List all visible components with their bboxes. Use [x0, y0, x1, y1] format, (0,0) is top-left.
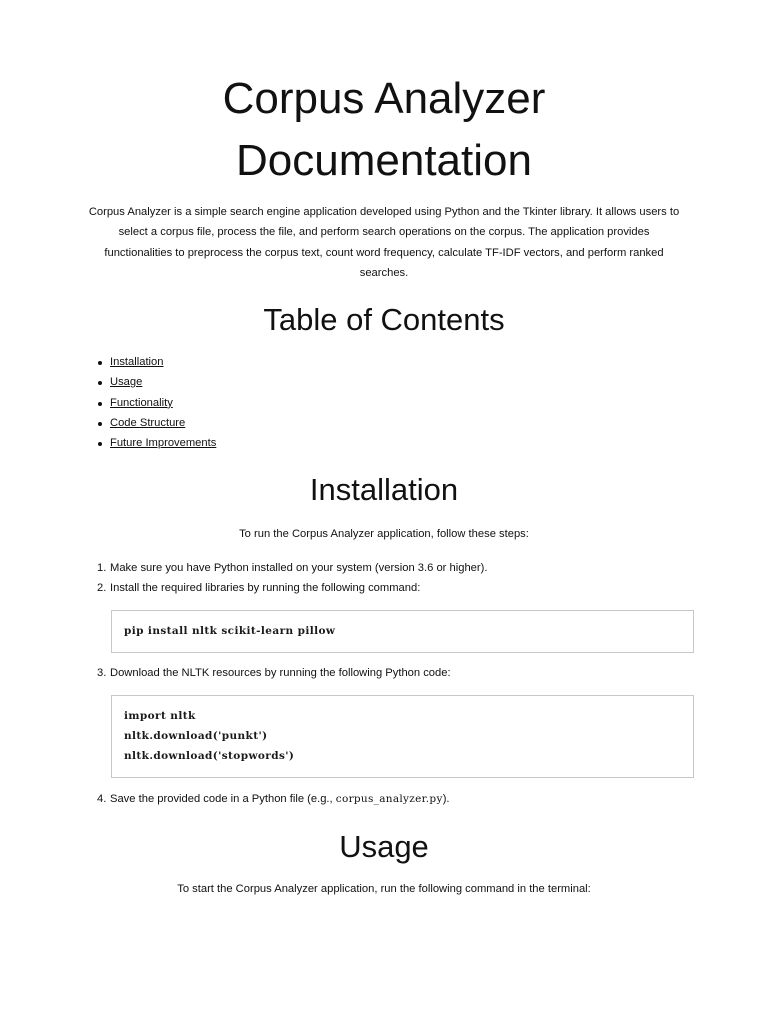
usage-heading: Usage	[339, 829, 429, 864]
toc-link-future-improvements[interactable]: Future Improvements	[110, 437, 217, 450]
step-text: ).	[442, 793, 450, 805]
installation-step-1	[97, 559, 487, 577]
code-line: nltk.download('stopwords')	[124, 750, 295, 762]
installation-heading: Installation	[309, 472, 459, 507]
installation-lead: To run the Corpus Analyzer application, follow these steps:	[239, 528, 529, 540]
table-of-contents	[98, 352, 216, 453]
installation-step-3	[97, 664, 451, 682]
page-title-line-1: Corpus Analyzer	[222, 74, 546, 123]
installation-step-2	[97, 579, 420, 597]
step-number: 4.	[97, 793, 107, 805]
code-line: import nltk	[124, 710, 196, 722]
code-line: nltk.download('punkt')	[124, 730, 268, 742]
toc-item	[98, 433, 216, 453]
intro-line: Corpus Analyzer is a simple search engine application developed using Python and the Tkinter library. It allows users to	[88, 206, 680, 218]
code-block-pip-install[interactable]	[111, 610, 694, 653]
step-text: Download the NLTK resources by running the following Python code:	[110, 667, 451, 679]
step-text: Save the provided code in a Python file (e.g.,	[110, 793, 336, 805]
code-block-nltk-download[interactable]	[111, 695, 694, 778]
intro-paragraph	[72, 202, 696, 283]
usage-lead: To start the Corpus Analyzer application, run the following command in the terminal:	[177, 883, 591, 895]
toc-item	[98, 393, 216, 413]
code-line: pip install nltk scikit-learn pillow	[124, 625, 336, 637]
step-number: 1.	[97, 562, 107, 574]
toc-item	[98, 372, 216, 392]
page-title-line-2: Documentation	[236, 136, 532, 185]
toc-item	[98, 413, 216, 433]
step-text: Install the required libraries by running the following command:	[110, 582, 421, 594]
toc-link-installation[interactable]: Installation	[110, 356, 164, 368]
step-number: 3.	[97, 667, 107, 679]
installation-step-4	[97, 790, 450, 808]
toc-link-functionality[interactable]: Functionality	[110, 396, 173, 409]
toc-link-code-structure[interactable]: Code Structure	[110, 416, 186, 429]
step-number: 2.	[97, 582, 107, 594]
inline-code-filename: corpus_analyzer.py	[335, 793, 443, 805]
intro-line: functionalities to preprocess the corpus text, count word frequency, calculate TF-IDF vectors, and perform ranked	[104, 246, 664, 259]
intro-line: select a corpus file, process the file, and perform search operations on the corpus. The application provides	[118, 226, 650, 239]
toc-item	[98, 352, 216, 372]
step-text: Make sure you have Python installed on your system (version 3.6 or higher).	[110, 562, 488, 574]
toc-link-usage[interactable]: Usage	[110, 376, 143, 389]
toc-heading: Table of Contents	[263, 302, 505, 337]
intro-line: searches.	[359, 266, 409, 279]
